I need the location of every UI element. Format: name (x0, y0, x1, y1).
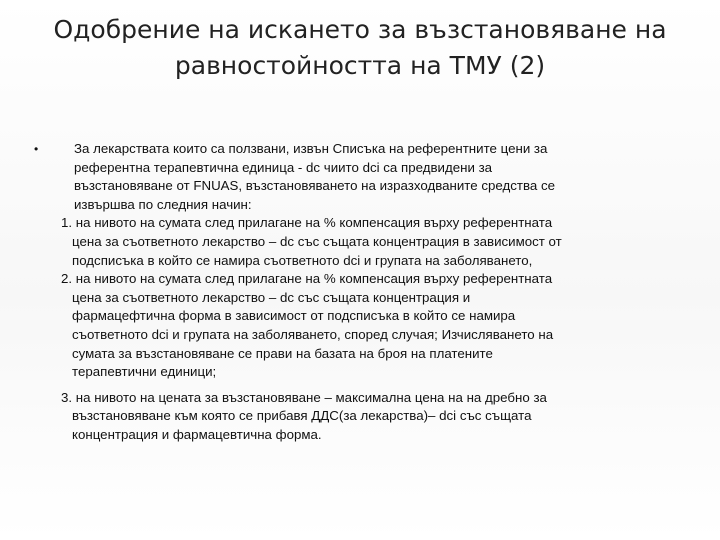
list-item-line: терапевтични единици; (72, 364, 217, 380)
list-item-line: цена за съответното лекарство – dc със същата концентрация в зависимост от (72, 233, 562, 249)
list-item-line: 3. на нивото на цената за възстановяване – максимална цена на на дребно за (61, 389, 547, 405)
title-line-1: Одобрение на искането за възстановяване на (53, 15, 667, 44)
list-item-1 (48, 214, 673, 270)
title-line-2: равностойността на ТМУ (2) (174, 51, 546, 80)
list-item-2 (48, 270, 673, 382)
list-item-line: фармацефтична форма в зависимост от подсписъка в който се намира (72, 308, 516, 324)
list-item-line: съответното dci и групата на заболяването, според случая; Изчисляването на (72, 326, 554, 342)
intro-line-1: За лекарствата които са ползвани, извън Списъка на референтните цени за (74, 141, 548, 156)
list-item-line: 2. на нивото на сумата след прилагане на % компенсация върху референтната (61, 271, 553, 287)
slide-body (34, 140, 673, 445)
list-item-line: 1. на нивото на сумата след прилагане на % компенсация върху референтната (61, 215, 553, 231)
list-item-line: цена за съответното лекарство – dc със същата концентрация и (72, 289, 471, 305)
bullet-paragraph (34, 140, 673, 214)
list-item-line: концентрация и фармацевтична форма. (72, 426, 322, 442)
intro-line-4: извършва по следния начин: (74, 196, 252, 212)
list-item-line: сумата за възстановяване се прави на базата на броя на платените (72, 345, 493, 361)
bullet-dot-icon: • (34, 142, 39, 156)
list-item-line: възстановяване към която се прибавя ДДС(за лекарства)– dci със същата (72, 408, 532, 424)
intro-line-2: референтна терапевтична единица - dc чиито dci са предвидени за (74, 159, 493, 175)
list-item-3 (48, 389, 673, 445)
slide-title (20, 12, 700, 84)
intro-line-3: възстановяване от FNUAS, възстановяването на изразходваните средства се (74, 178, 556, 194)
list-item-line: подсписъка в който се намира съответното dci и групата на заболяването, (72, 252, 533, 268)
